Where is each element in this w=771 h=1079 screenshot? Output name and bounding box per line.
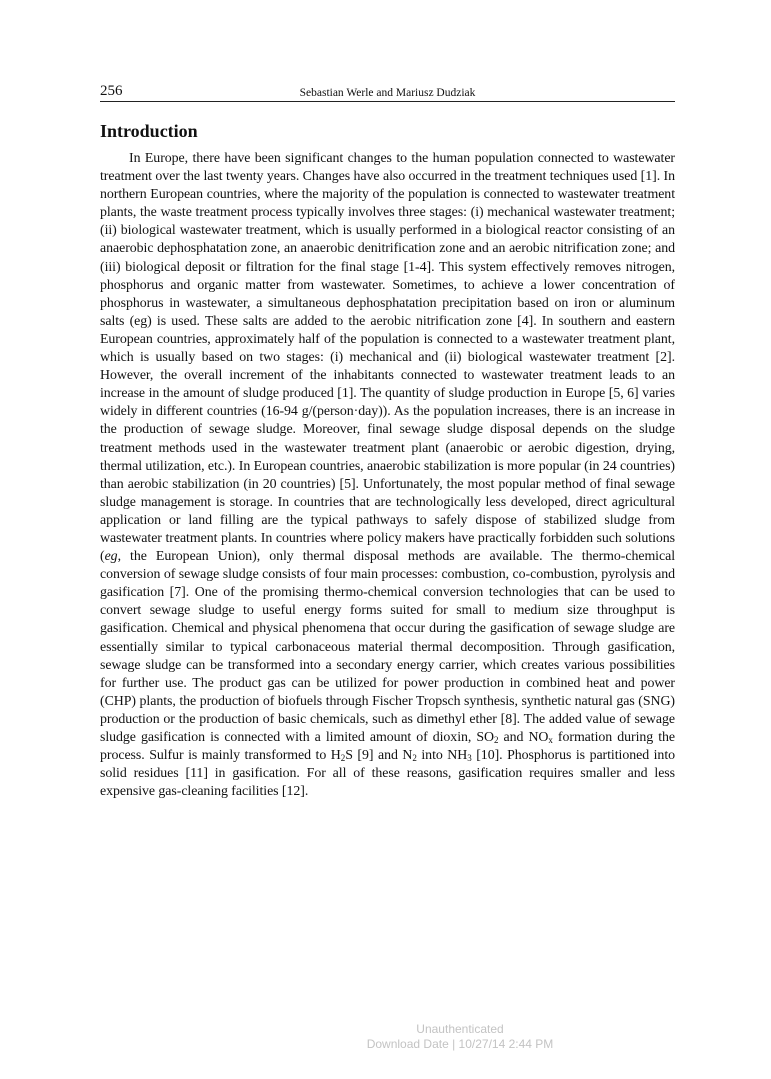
text-run: and NO <box>498 730 549 745</box>
text-run: S [9] and N <box>345 748 413 764</box>
subscript: 2 <box>494 735 499 745</box>
italic-abbreviation: eg <box>104 549 118 565</box>
subscript: 3 <box>467 753 472 764</box>
text-run: [10]. Phosphorus is partitioned into solid residues [11] in gasification. For all of these reasons, gasification requires smaller and less expensive gas-cleaning facilities [12]. <box>100 748 675 800</box>
text-run: In Europe, there have been significant changes to the human population connected to wastewater treatment over the last twenty years. Changes have also occurred in the treatment techniques used [1]. In northern European countries, where the majority of the population is connected to wastewater treatment plants, the waste treatment process typically involves three stages: (i) mechanical wastewater treatment; (ii) biological wastewater treatment, which is usually performed in a biological reactor consisting of an anaerobic dephosphatation zone, an anaerobic denitrification zone and an aerobic nitrification zone; and (iii) biological deposit or filtration for the final stage [1-4]. This system effectively removes nitrogen, phosphorus and organic matter from wastewater. Sometimes, to achieve a lower concentration of phosphorus in wastewater, a simultaneous dephosphatation precipitation based on iron or aluminum salts (eg) is used. These salts are added to the aerobic nitrification zone [4]. In southern and eastern European countries, approximately half of the population is connected to a wastewater treatment plant, which is usually based on two stages: (i) mechanical and (ii) biological wastewater treatment [2]. However, the overall increment of the inhabitants connected to wastewater treatment leads to an increase in the amount of sludge produced [1]. The quantity of sludge production in Europe [5, 6] varies widely in different countries (16-94 g/(person·day)). As the population increases, there is an increase in the production of sewage sludge. Moreover, final sewage sludge disposal depends on the sludge treatment methods used in the wastewater treatment plant (anaerobic or aerobic digestion, drying, thermal utilization, etc.). In European countries, anaerobic stabilization is more popular (in 24 countries) than aerobic stabilization (in 20 countries) [5]. Unfortunately, the most popular method of final sewage sludge management is storage. In countries that are technologically less developed, direct agricultural application or land filling are the typical pathways to safely dispose of stabilized sludge from wastewater treatment plants. In countries where policy makers have practically forbidden such solutions ( <box>100 151 675 565</box>
text-run: into NH <box>416 748 468 764</box>
section-heading: Introduction <box>100 121 198 141</box>
watermark-line-auth: Unauthenticated <box>416 1022 504 1036</box>
download-watermark <box>300 1022 620 1052</box>
watermark-line-date: Download Date | 10/27/14 2:44 PM <box>366 1037 554 1051</box>
page-header <box>100 84 675 102</box>
text-run: , the European Union), only thermal disposal methods are available. The thermo-chemical conversion of sewage sludge consists of four main processes: combustion, co-combustion, pyrolysis and gasification [7]. One of the promising thermo-chemical conversion technologies that can be used to convert sewage sludge to useful energy forms suited for small to medium size throughput is gasification. Chemical and physical phenomena that occur during the gasification of sewage sludge are essentially similar to typical carbonaceous material thermal decomposition. Through gasification, sewage sludge can be transformed into a secondary energy carrier, which creates various possibilities for further use. The product gas can be utilized for power production in combined heat and power (CHP) plants, the production of biofuels through Fischer Tropsch synthesis, synthetic natural gas (SNG) production or the production of basic chemicals, such as dimethyl ether [8]. The added value of sewage sludge gasification is connected with a limited amount of dioxin, SO <box>100 549 675 745</box>
text-run: formation during the process. Sulfur is mainly transformed to H <box>100 730 675 764</box>
subscript: x <box>548 735 553 745</box>
introduction-paragraph <box>100 150 675 801</box>
subscript: 2 <box>340 753 346 764</box>
page-number: 256 <box>100 83 123 99</box>
subscript: 2 <box>412 753 417 764</box>
running-head-authors: Sebastian Werle and Mariusz Dudziak <box>299 87 476 99</box>
